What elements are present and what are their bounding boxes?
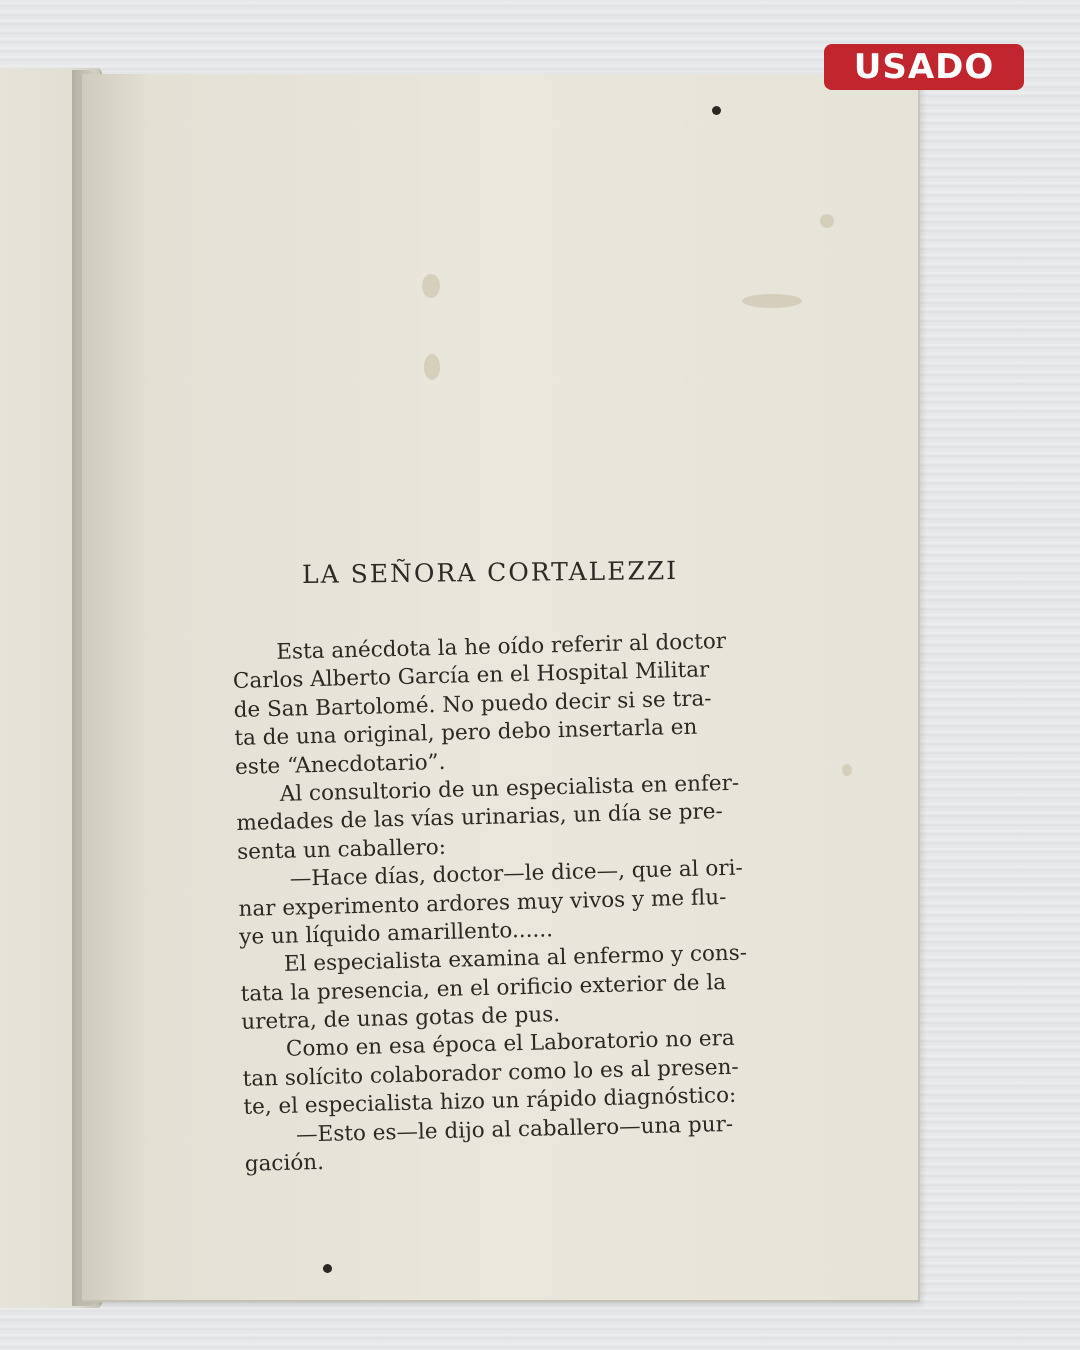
page-stain (742, 294, 802, 308)
page-stain (424, 354, 440, 380)
body-line: Esta anécdota la he oído referir al doctor (276, 628, 727, 665)
body-line: Al consultorio de un especialista en enfer- (279, 770, 740, 807)
body-line: Carlos Alberto García en el Hospital Militar (232, 657, 710, 695)
ink-dot-bottom (323, 1264, 332, 1273)
body-line: tan solícito colaborador como lo es al presen- (242, 1054, 739, 1092)
page-stain (820, 214, 834, 228)
chapter-title: LA SEÑORA CORTALEZZI (301, 556, 679, 589)
body-text (232, 626, 805, 1179)
page-stain (422, 274, 440, 298)
page-stain (842, 764, 852, 776)
body-line: tata la presencia, en el orificio exterior de la (240, 969, 727, 1007)
ink-dot-top (712, 106, 721, 115)
body-line: te, el especialista hizo un rápido diagnóstico: (243, 1083, 737, 1121)
body-line: —Esto es—le dijo al caballero—una pur- (295, 1111, 734, 1148)
body-line: senta un caballero: (236, 834, 447, 865)
body-line: —Hace días, doctor—le dice—, que al ori- (289, 855, 744, 892)
body-line: El especialista examina al enfermo y cons- (283, 940, 748, 978)
body-line: uretra, de unas gotas de pus. (241, 1002, 561, 1035)
body-line: gación. (244, 1149, 325, 1177)
body-line: Como en esa época el Laboratorio no era (285, 1026, 735, 1063)
used-badge: USADO (824, 44, 1024, 90)
body-line: ye un líquido amarillento...... (238, 917, 554, 950)
body-line: ta de una original, pero debo insertarla en (234, 714, 698, 752)
body-line: medades de las vías urinarias, un día se pre- (236, 799, 724, 837)
body-line: de San Bartolomé. No puedo decir si se tra- (233, 686, 712, 723)
body-line: nar experimento ardores muy vivos y me flu- (238, 884, 727, 922)
body-line: este “Anecdotario”. (234, 749, 446, 780)
